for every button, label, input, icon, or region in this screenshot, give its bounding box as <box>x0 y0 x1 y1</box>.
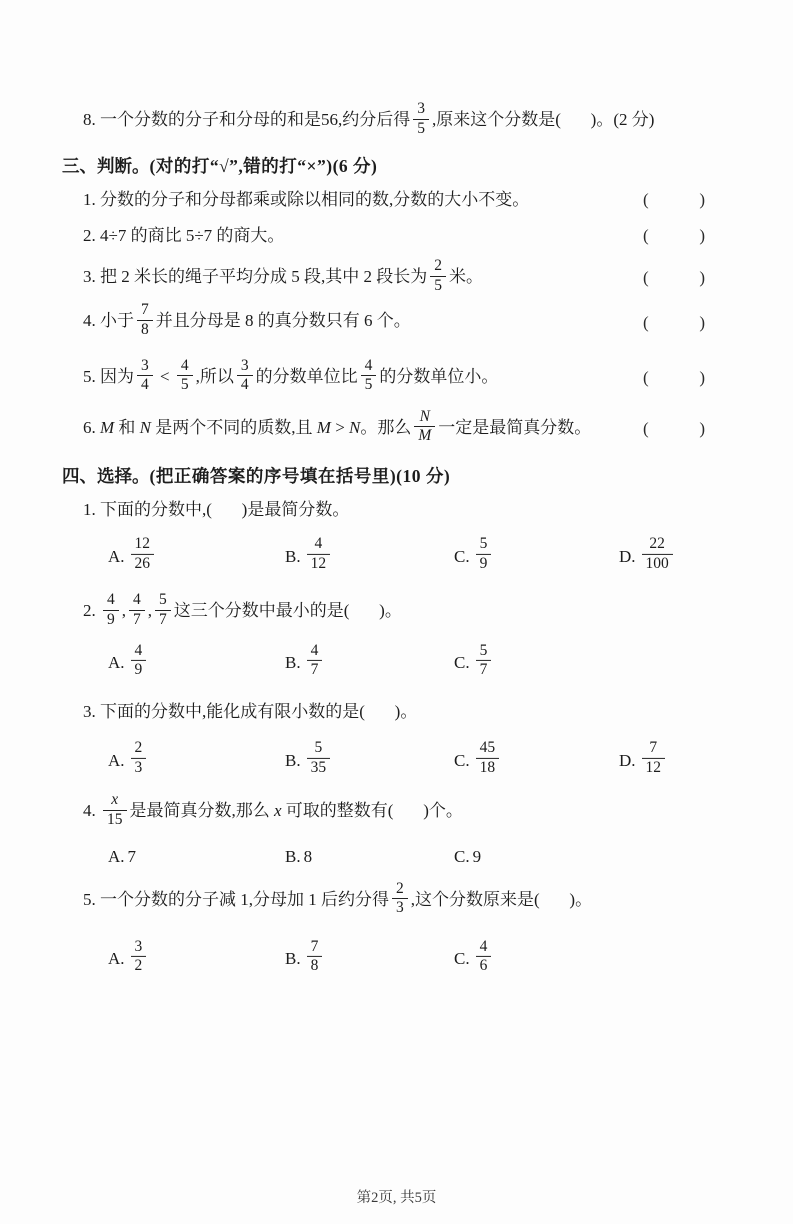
paren-open: ( <box>643 226 649 246</box>
option-d-label: D. <box>619 546 636 566</box>
fraction: $\frac{4}{12}$ <box>307 535 331 573</box>
option-a <box>108 643 149 681</box>
option-d-label: D. <box>619 750 636 770</box>
judgment-item-5 <box>83 356 705 397</box>
section-3-header <box>62 154 705 179</box>
section-3-title: 三、判断。 <box>62 156 150 177</box>
fraction: $\frac{4}{7}$ <box>307 641 323 679</box>
option-c-value <box>473 741 503 779</box>
judgment-item-2-text: 2. 4÷7 的商比 5÷7 的商大。 <box>83 226 285 246</box>
judgment-item-1-text: 1. 分数的分子和分母都乘或除以相同的数,分数的大小不变。 <box>83 189 530 209</box>
fraction: $\frac{7}{12}$ <box>642 739 666 777</box>
section-3-note: (对的打“√”,错的打“×”)(6 分) <box>149 156 378 177</box>
option-b-label: B. <box>285 948 301 968</box>
fraction: $\frac{4}{7}$ <box>129 591 145 629</box>
paren-open: ( <box>643 189 649 209</box>
option-b-label: B. <box>285 750 301 770</box>
option-b <box>285 643 325 681</box>
answer-blank <box>643 366 705 390</box>
fraction: $\frac{x}{15}$ <box>103 791 127 829</box>
option-d-value <box>639 537 676 575</box>
option-a-label: A. <box>108 652 125 672</box>
option-b-value <box>304 537 334 575</box>
fraction: $\frac{4}{6}$ <box>476 938 492 976</box>
paren-close: ) <box>699 312 705 332</box>
option-c-value <box>473 937 495 978</box>
paren-open: ( <box>643 367 649 387</box>
judgment-item-4 <box>83 303 705 341</box>
option-a-label: A. <box>108 846 125 866</box>
choice-question-1-stem: 1. 下面的分数中,( )是最简分数。 <box>83 499 350 519</box>
test-paper-page <box>0 102 793 984</box>
fraction: $\frac{4}{5}$ <box>361 357 377 395</box>
choice-question-4-stem: 4. $\frac{x}{15}$ 是最简真分数,那么 x 可取的整数有( )个。 <box>83 791 463 828</box>
judgment-item-3 <box>83 259 705 297</box>
choice-question-5-stem: 5. 一个分数的分子减 1,分母加 1 后约分得 $\frac{2}{3}$ ,这个分数原来是( )。 <box>83 879 593 917</box>
option-b-value: 8 <box>303 846 313 866</box>
option-b-value <box>304 643 326 681</box>
option-a <box>108 741 149 779</box>
judgment-item-5-text: 5. 因为 $\frac{3}{4}$ < $\frac{4}{5}$ ,所以 $\frac{3}{4}$ 的分数单位比 $\frac{4}{5}$ 的分数单位小。 <box>83 356 499 394</box>
judgment-item-1 <box>83 188 705 212</box>
answer-blank <box>643 266 705 290</box>
option-a-value <box>128 537 158 575</box>
section-4-header <box>62 464 705 489</box>
fraction: $\frac{N}{M}$ <box>414 408 435 446</box>
option-b <box>285 537 333 575</box>
fraction: $\frac{4}{9}$ <box>131 641 147 679</box>
fraction: $\frac{45}{18}$ <box>476 739 500 777</box>
option-c <box>454 845 481 869</box>
option-c <box>454 537 494 575</box>
option-a <box>108 937 149 978</box>
paren-close: ) <box>699 419 705 439</box>
question-8-line <box>83 102 705 140</box>
fraction: $\frac{5}{7}$ <box>155 591 171 629</box>
option-c-label: C. <box>454 948 470 968</box>
option-c-label: C. <box>454 652 470 672</box>
option-a-label: A. <box>108 546 125 566</box>
option-b-label: B. <box>285 846 301 866</box>
option-b-value <box>304 741 334 779</box>
answer-blank <box>643 224 705 248</box>
fraction: $\frac{7}{8}$ <box>137 301 153 339</box>
choice-question-5-options <box>62 934 705 984</box>
judgment-item-6 <box>83 407 705 448</box>
fraction: $\frac{5}{35}$ <box>307 739 331 777</box>
question-8-text: 8. 一个分数的分子和分母的和是56,约分后得 $\frac{3}{5}$ ,原来这个分数是( )。(2 分) <box>83 100 655 137</box>
page-indicator: 第2页, 共5页 <box>356 1189 437 1206</box>
choice-question-3-stem: 3. 下面的分数中,能化成有限小数的是( )。 <box>83 701 418 721</box>
option-c-value <box>473 643 495 681</box>
choice-question-3-options <box>62 735 705 785</box>
answer-blank <box>643 311 705 335</box>
option-c-value: 9 <box>472 846 482 866</box>
option-a <box>108 537 157 575</box>
section-4-note: (把正确答案的序号填在括号里)(10 分) <box>149 466 451 487</box>
paren-open: ( <box>643 312 649 332</box>
option-c-label: C. <box>454 750 470 770</box>
option-a-value <box>128 741 150 779</box>
option-b-label: B. <box>285 546 301 566</box>
option-c-value <box>473 537 495 575</box>
fraction: $\frac{5}{9}$ <box>476 535 492 573</box>
paren-close: ) <box>699 367 705 387</box>
fraction: $\frac{4}{5}$ <box>177 357 193 395</box>
option-c <box>454 643 494 681</box>
fraction: $\frac{3}{5}$ <box>413 100 429 138</box>
judgment-item-6-text: 6. M 和 N 是两个不同的质数,且 M > N。那么 $\frac{N}{M}$ 一定是最简真分数。 <box>83 407 592 445</box>
option-a-value <box>128 937 150 978</box>
paren-open: ( <box>643 419 649 439</box>
judgment-item-2 <box>83 224 705 248</box>
choice-question-2-stem: 2. $\frac{4}{9}$ , $\frac{4}{7}$ , $\frac{5}{7}$ 这三个分数中最小的是( )。 <box>83 591 402 628</box>
option-b <box>285 937 325 978</box>
option-c-label: C. <box>454 846 470 866</box>
fraction: $\frac{5}{7}$ <box>476 641 492 679</box>
option-b <box>285 741 333 779</box>
option-a-label: A. <box>108 948 125 968</box>
fraction: $\frac{3}{2}$ <box>131 938 147 976</box>
judgment-item-4-text: 4. 小于 $\frac{7}{8}$ 并且分母是 8 的真分数只有 6 个。 <box>83 301 411 339</box>
answer-blank <box>643 188 705 212</box>
judgment-item-3-text: 3. 把 2 米长的绳子平均分成 5 段,其中 2 段长为 $\frac{2}{5}$ 米。 <box>83 257 483 294</box>
choice-question-1-options <box>62 531 705 581</box>
option-c <box>454 937 494 978</box>
option-d <box>619 537 676 575</box>
option-d <box>619 741 668 779</box>
fraction: $\frac{4}{9}$ <box>103 591 119 629</box>
choice-question-2-options <box>62 638 705 688</box>
paren-close: ) <box>699 189 705 209</box>
fraction: $\frac{2}{3}$ <box>392 880 408 918</box>
section-4-title: 四、选择。 <box>62 466 150 487</box>
option-a-value: 7 <box>127 846 137 866</box>
option-b-value <box>304 937 326 978</box>
option-a <box>108 845 136 869</box>
option-a-value <box>128 643 150 681</box>
paren-close: ) <box>699 268 705 288</box>
fraction: $\frac{2}{5}$ <box>430 257 446 295</box>
fraction: $\frac{2}{3}$ <box>131 739 147 777</box>
fraction: $\frac{7}{8}$ <box>307 938 323 976</box>
option-b <box>285 845 312 869</box>
choice-question-4-options <box>62 844 705 870</box>
option-c-label: C. <box>454 546 470 566</box>
option-b-label: B. <box>285 652 301 672</box>
paren-close: ) <box>699 226 705 246</box>
fraction: $\frac{3}{4}$ <box>137 357 153 395</box>
option-c <box>454 741 502 779</box>
answer-blank <box>643 417 705 441</box>
paren-open: ( <box>643 268 649 288</box>
option-a-label: A. <box>108 750 125 770</box>
fraction: $\frac{12}{26}$ <box>131 535 155 573</box>
fraction: $\frac{3}{4}$ <box>237 357 253 395</box>
option-d-value <box>639 741 669 779</box>
fraction: $\frac{22}{100}$ <box>642 535 673 573</box>
